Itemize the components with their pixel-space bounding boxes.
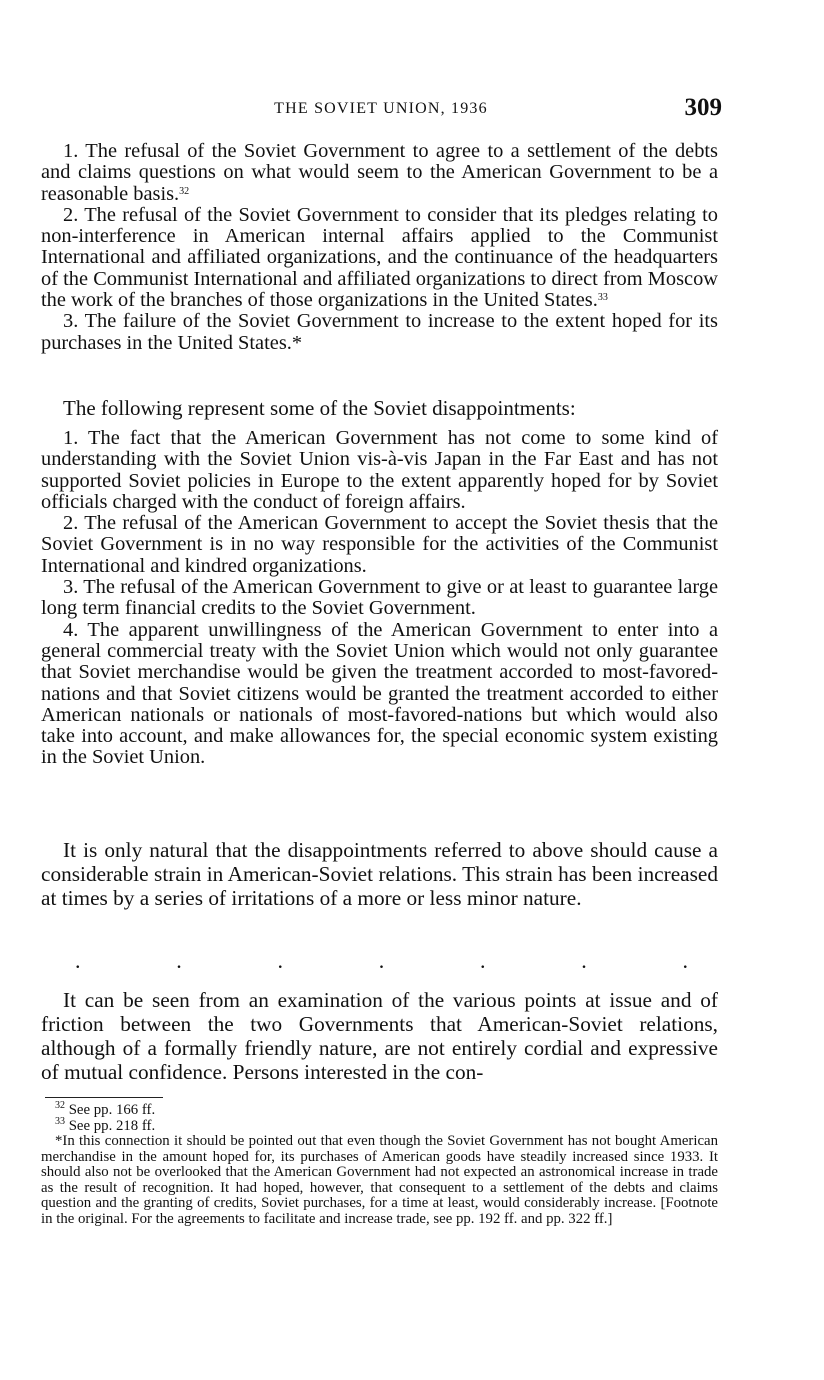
footnote-star: *In this connection it should be pointed out that even though the Soviet Government has not bought American merchandise in the amount hoped for, its purchases of American goods have steadily increased since 1933. It should also not be overlooked that the American Government had not expected an astronomical increase in trade as the result of recognition. It had hoped, however, that consequent to a settlement of the debts and claims question and the granting of credits, Soviet purchases, for a time at least, would considerably increase. [Footnote in the original. For the agreements to facilitate and increase trade, see pp. 192 ff. and pp. 322 ff.] bbox=[41, 1133, 718, 1227]
page-number: 309 bbox=[684, 94, 722, 121]
list-item: 1. The refusal of the Soviet Government to agree to a settlement of the debts and claims questions on what would seem to the American Government to be a reasonable basis.$^{32}$ bbox=[41, 140, 718, 205]
ellipsis-dot: . bbox=[75, 948, 81, 973]
body-paragraph-1 bbox=[41, 838, 718, 910]
running-head bbox=[40, 96, 722, 126]
list-item: 3. The refusal of the American Government to give or at least to guarantee large long term financial credits to the Soviet Government. bbox=[41, 576, 718, 620]
ellipsis-stars bbox=[41, 948, 718, 974]
paragraph: It is only natural that the disappointments referred to above should cause a considerable strain in American-Soviet relations. This strain has been increased at times by a series of irritations of a more or less minor nature. bbox=[41, 838, 718, 910]
soviet-intro-block bbox=[41, 397, 718, 420]
soviet-disappointments-list bbox=[41, 428, 718, 769]
ellipsis-dot: . bbox=[581, 948, 587, 973]
list-item: 1. The fact that the American Government has not come to some kind of understanding with the Soviet Union vis-à-vis Japan in the Far East and has not supported Soviet policies in Europe to the extent apparently hoped for by Soviet officials charged with the conduct of foreign affairs. bbox=[41, 427, 718, 513]
list-item: 4. The apparent unwillingness of the American Government to enter into a general commercial treaty with the Soviet Union which would not only guarantee that Soviet merchandise would be given the treatment accorded to most-favored-nations and that Soviet citizens would be granted the treatment accorded to either American nationals or nationals of most-favored-nations but which would also take into account, and make allowances for, the special economic system existing in the Soviet Union. bbox=[41, 618, 718, 769]
footnote-33: $^{33}$ See pp. 218 ff. bbox=[55, 1115, 156, 1134]
footnotes bbox=[41, 1100, 718, 1227]
ellipsis-dot: . bbox=[378, 948, 385, 973]
soviet-intro: The following represent some of the Soviet disappointments: bbox=[63, 396, 576, 420]
paragraph: It can be seen from an examination of the various points at issue and of friction between the two Governments that American-Soviet relations, although of a formally friendly nature, are not entirely cordial and expressive of mutual confidence. Persons interested in the con- bbox=[41, 988, 718, 1084]
american-disappointments-list bbox=[41, 141, 718, 354]
footnote-marker: 32 bbox=[179, 185, 190, 197]
running-title: THE SOVIET UNION, 1936 bbox=[274, 100, 488, 117]
ellipsis-dot: . bbox=[480, 948, 486, 973]
footnote-rule bbox=[45, 1097, 163, 1098]
ellipsis-dot: . bbox=[277, 948, 283, 973]
list-item: 2. The refusal of the American Government to accept the Soviet thesis that the Soviet Government is in no way responsible for the activities of the Communist International and kindred organizations. bbox=[41, 512, 718, 577]
ellipsis-dot: . bbox=[176, 948, 182, 973]
ellipsis-dot: . bbox=[682, 948, 688, 973]
list-item: 2. The refusal of the Soviet Government to consider that its pledges relating to non-interference in American internal affairs applied to the Communist International and affiliated organizations, and the continuance of the headquarters of the Communist International and affiliated organizations to direct from Moscow the work of the branches of those organizations in the United States.$^{33}$ bbox=[41, 203, 718, 312]
footnote-marker: 33 bbox=[597, 292, 608, 304]
footnote-32: $^{32}$ See pp. 166 ff. bbox=[55, 1100, 156, 1118]
body-paragraph-2 bbox=[41, 988, 718, 1084]
list-item: 3. The failure of the Soviet Government to increase to the extent hoped for its purchases in the United States.* bbox=[41, 310, 718, 354]
